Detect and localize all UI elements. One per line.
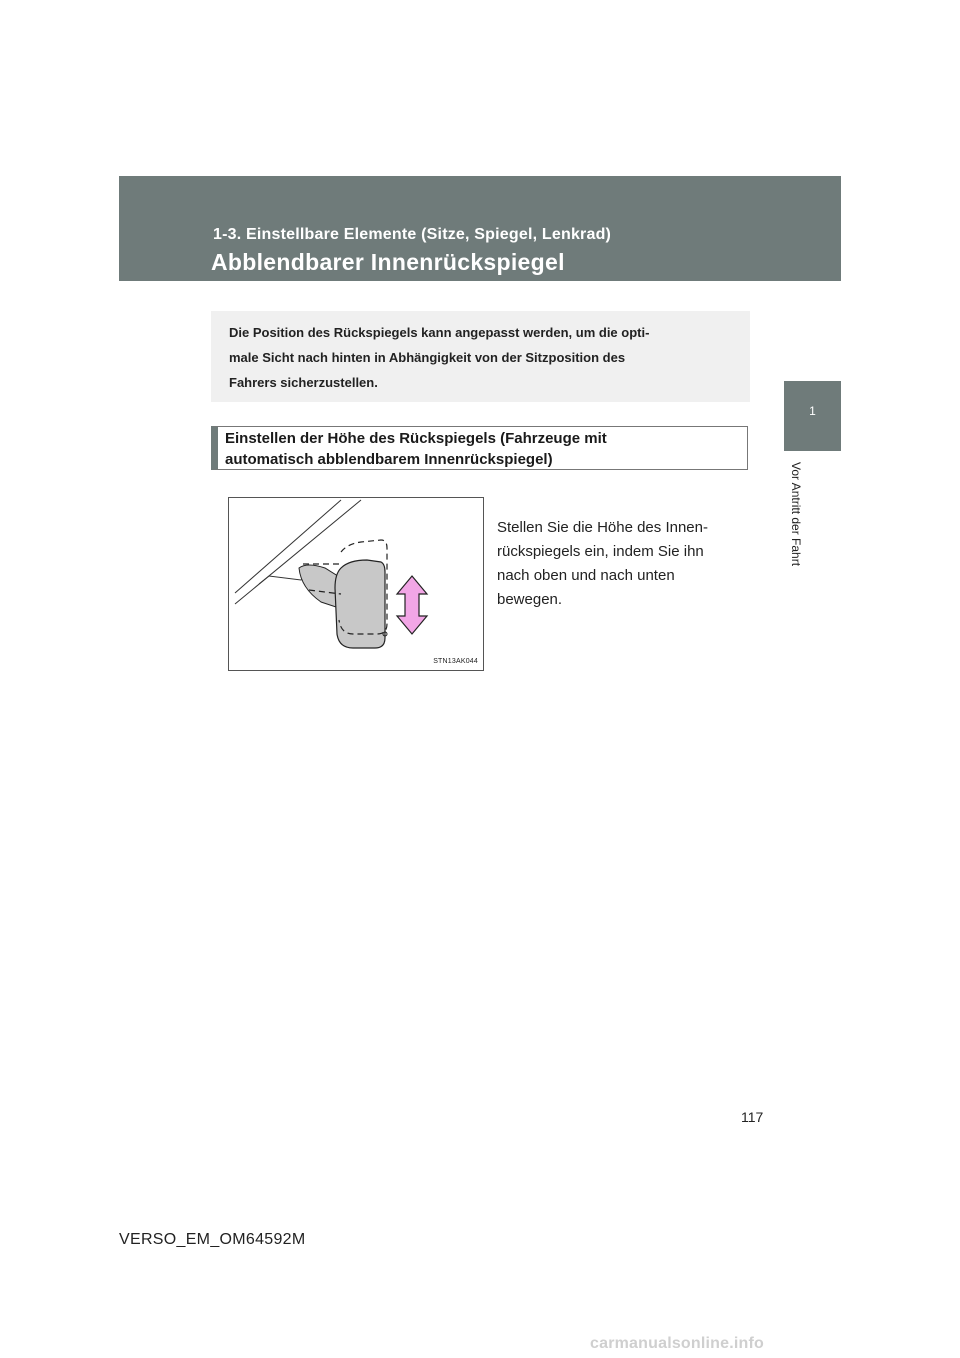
intro-text: Die Position des Rückspiegels kann angepasst werden, um die opti- male Sicht nach hinten in Abhängigkeit von der Sitzposition des Fahrers sicherzustellen. xyxy=(229,325,650,390)
body-text: Stellen Sie die Höhe des Innen- rückspiegels ein, indem Sie ihn nach oben und nach unten bewegen. xyxy=(497,519,708,608)
mirror-illustration xyxy=(228,497,484,671)
up-down-arrow-icon xyxy=(397,576,427,634)
page-title: Abblendbarer Innenrückspiegel xyxy=(211,249,565,275)
doc-code: VERSO_EM_OM64592M xyxy=(119,1231,306,1248)
subheading-text: Einstellen der Höhe des Rückspiegels (Fahrzeuge mit automatisch abblendbarem Innenrückspiegel) xyxy=(225,430,607,468)
chapter-number: 1 xyxy=(809,404,816,418)
chapter-title: Vor Antritt der Fahrt xyxy=(789,462,803,567)
side-tab-top xyxy=(784,176,841,281)
figure-code: STN13AK044 xyxy=(433,658,478,665)
watermark: carmanualsonline.info xyxy=(590,1335,765,1352)
mirror-drawing xyxy=(229,498,485,672)
mirror-body xyxy=(335,560,385,648)
page-number: 117 xyxy=(741,1109,764,1125)
section-label: 1-3. Einstellbare Elemente (Sitze, Spiegel, Lenkrad) xyxy=(213,226,612,243)
